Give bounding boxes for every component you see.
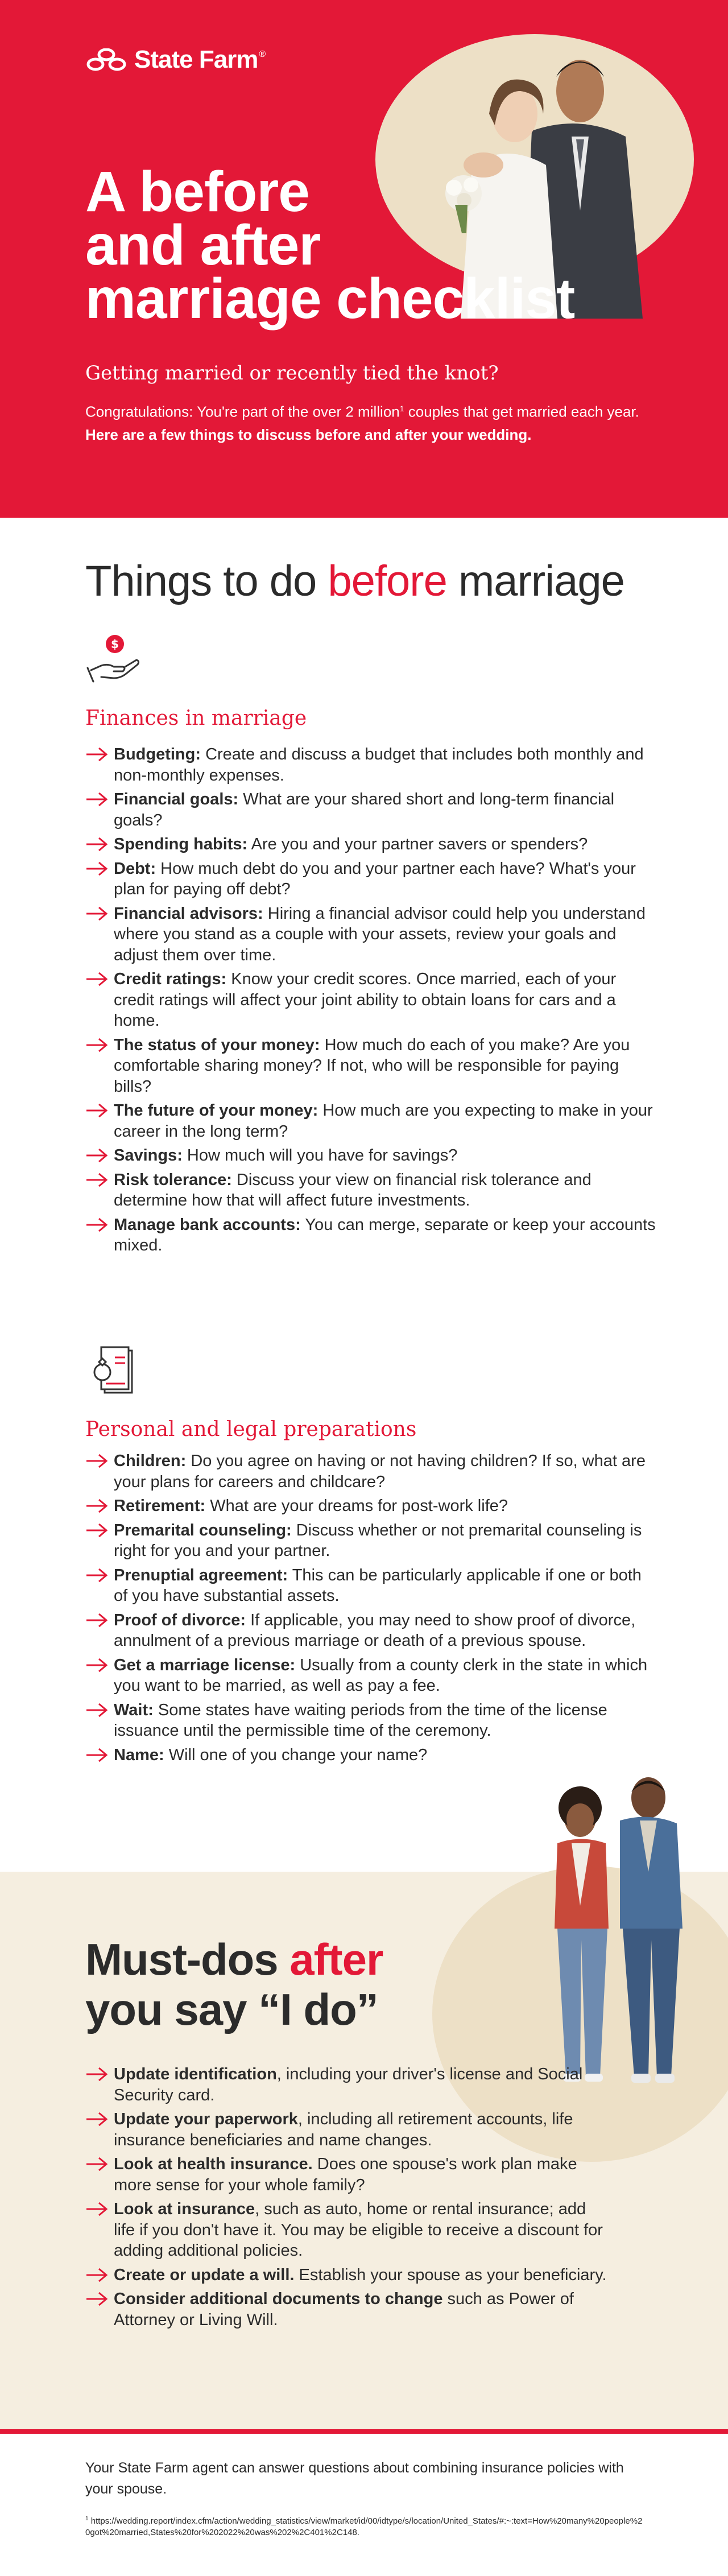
arrow-right-icon	[85, 1172, 108, 1188]
state-farm-logo[interactable]	[85, 46, 266, 74]
title-line-3: marriage checklist	[85, 267, 575, 331]
finances-heading: Finances in marriage	[85, 707, 307, 730]
after-title-a: Must-dos	[85, 1934, 290, 1984]
hand-holding-coin-icon	[85, 630, 142, 687]
after-title-b: you say “I do”	[85, 1984, 378, 2034]
list-item: Update your paperwork, including all retirement accounts, life insurance beneficiaries and name changes.	[85, 2109, 609, 2150]
intro-text-a: Congratulations: You're part of the over 2 million	[85, 403, 400, 420]
arrow-right-icon	[85, 836, 108, 852]
arrow-right-icon	[85, 2111, 108, 2127]
list-item: Prenuptial agreement: This can be particularly applicable if one or both of you have substantial assets.	[85, 1565, 660, 1607]
finances-list	[85, 744, 660, 1260]
arrow-right-icon	[85, 906, 108, 922]
hero-subtitle: Getting married or recently tied the knot?	[85, 362, 499, 385]
arrow-right-icon	[85, 1103, 108, 1118]
intro-text-bold: Here are a few things to discuss before and after your wedding.	[85, 426, 532, 443]
list-item: Look at health insurance. Does one spouse's work plan make more sense for your whole family?	[85, 2154, 609, 2195]
footnote-link[interactable]: https://wedding.report/index.cfm/action/wedding_statistics/view/market/id/00/idtype/s/location/United_States/#:~:text=How%20many%20people%20got%20married,States%20for%202022%20was%202%2C401%2C148.	[85, 2516, 643, 2537]
title-line-1: A before	[85, 160, 309, 224]
list-item: Spending habits: Are you and your partner savers or spenders?	[85, 834, 660, 855]
hero-banner	[0, 0, 728, 518]
arrow-right-icon	[85, 1037, 108, 1053]
list-item: Update identification, including your driver's license and Social Security card.	[85, 2064, 609, 2106]
personal-list	[85, 1451, 660, 1769]
arrow-right-icon	[85, 2156, 108, 2172]
arrow-right-icon	[85, 2201, 108, 2217]
before-title-a: Things to do	[85, 557, 328, 605]
list-item: Debt: How much debt do you and your partner each have? What's your plan for paying off debt?	[85, 858, 660, 900]
arrow-right-icon	[85, 861, 108, 877]
list-item: Look at insurance, such as auto, home or rental insurance; add life if you don't have it. You may be eligible to receive a discount for adding additional policies.	[85, 2199, 609, 2261]
footnote-ref: 1	[399, 404, 404, 413]
personal-heading: Personal and legal preparations	[85, 1418, 417, 1441]
list-item: Premarital counseling: Discuss whether or not premarital counseling is right for you and your partner.	[85, 1520, 660, 1562]
hero-intro	[85, 397, 660, 446]
couple-photo	[512, 1758, 705, 2099]
arrow-right-icon	[85, 2267, 108, 2283]
arrow-right-icon	[85, 1217, 108, 1233]
arrow-right-icon	[85, 746, 108, 762]
footer-text: Your State Farm agent can answer questions about combining insurance policies with your spouse.	[85, 2460, 624, 2497]
list-item: Consider additional documents to change such as Power of Attorney or Living Will.	[85, 2289, 609, 2330]
arrow-right-icon	[85, 791, 108, 807]
arrow-right-icon	[85, 1522, 108, 1538]
list-item: Name: Will one of you change your name?	[85, 1745, 660, 1766]
intro-text-b: couples that get married each year.	[404, 403, 639, 420]
arrow-right-icon	[85, 1147, 108, 1163]
title-line-2: and after	[85, 213, 321, 277]
list-item: Risk tolerance: Discuss your view on financial risk tolerance and determine how that will affect future investments.	[85, 1170, 660, 1211]
logo-wordmark: State Farm	[134, 46, 258, 73]
after-section-title	[85, 1934, 383, 2034]
list-item: Children: Do you agree on having or not having children? If so, what are your plans for careers and childcare?	[85, 1451, 660, 1492]
list-item: Savings: How much will you have for savings?	[85, 1145, 660, 1166]
after-list	[85, 2064, 660, 2334]
after-title-red: after	[289, 1934, 383, 1984]
trademark: ®	[259, 49, 266, 59]
arrow-right-icon	[85, 2291, 108, 2307]
list-item: The future of your money: How much are you expecting to make in your career in the long term?	[85, 1100, 660, 1142]
arrow-right-icon	[85, 2066, 108, 2082]
footnote	[85, 2513, 643, 2538]
list-item: Retirement: What are your dreams for post-work life?	[85, 1496, 660, 1517]
footnote-number: 1	[85, 2516, 89, 2522]
page-title	[85, 160, 575, 331]
before-title-red: before	[328, 557, 447, 605]
before-title-b: marriage	[446, 557, 624, 605]
footer-divider	[0, 2429, 728, 2434]
arrow-right-icon	[85, 1453, 108, 1469]
list-item: Budgeting: Create and discuss a budget that includes both monthly and non-monthly expenses.	[85, 744, 660, 786]
list-item: Financial goals: What are your shared short and long-term financial goals?	[85, 789, 660, 831]
svg-text:$: $	[111, 637, 119, 651]
arrow-right-icon	[85, 1657, 108, 1673]
arrow-right-icon	[85, 971, 108, 987]
list-item: Manage bank accounts: You can merge, separate or keep your accounts mixed.	[85, 1215, 660, 1256]
list-item: Financial advisors: Hiring a financial advisor could help you understand where you stand as a couple with your assets, review your goals and adjust them over time.	[85, 903, 660, 966]
list-item: Get a marriage license: Usually from a county clerk in the state in which you want to be married, as well as pay a fee.	[85, 1655, 660, 1696]
three-ovals-logo-icon	[85, 48, 127, 71]
list-item: Create or update a will. Establish your spouse as your beneficiary.	[85, 2265, 609, 2286]
arrow-right-icon	[85, 1612, 108, 1628]
before-section-title	[85, 556, 624, 606]
arrow-right-icon	[85, 1702, 108, 1718]
arrow-right-icon	[85, 1747, 108, 1763]
arrow-right-icon	[85, 1567, 108, 1583]
list-item: Proof of divorce: If applicable, you may need to show proof of divorce, annulment of a previous marriage or death of a previous spouse.	[85, 1610, 660, 1652]
list-item: Wait: Some states have waiting periods from the time of the license issuance until the permissible time of the ceremony.	[85, 1700, 660, 1741]
list-item: Credit ratings: Know your credit scores. Once married, each of your credit ratings will affect your joint ability to obtain loans for cars and a home.	[85, 969, 660, 1031]
ring-document-icon	[85, 1341, 142, 1398]
list-item: The status of your money: How much do each of you make? Are you comfortable sharing money? If not, who will be responsible for paying bills?	[85, 1035, 660, 1097]
arrow-right-icon	[85, 1498, 108, 1514]
